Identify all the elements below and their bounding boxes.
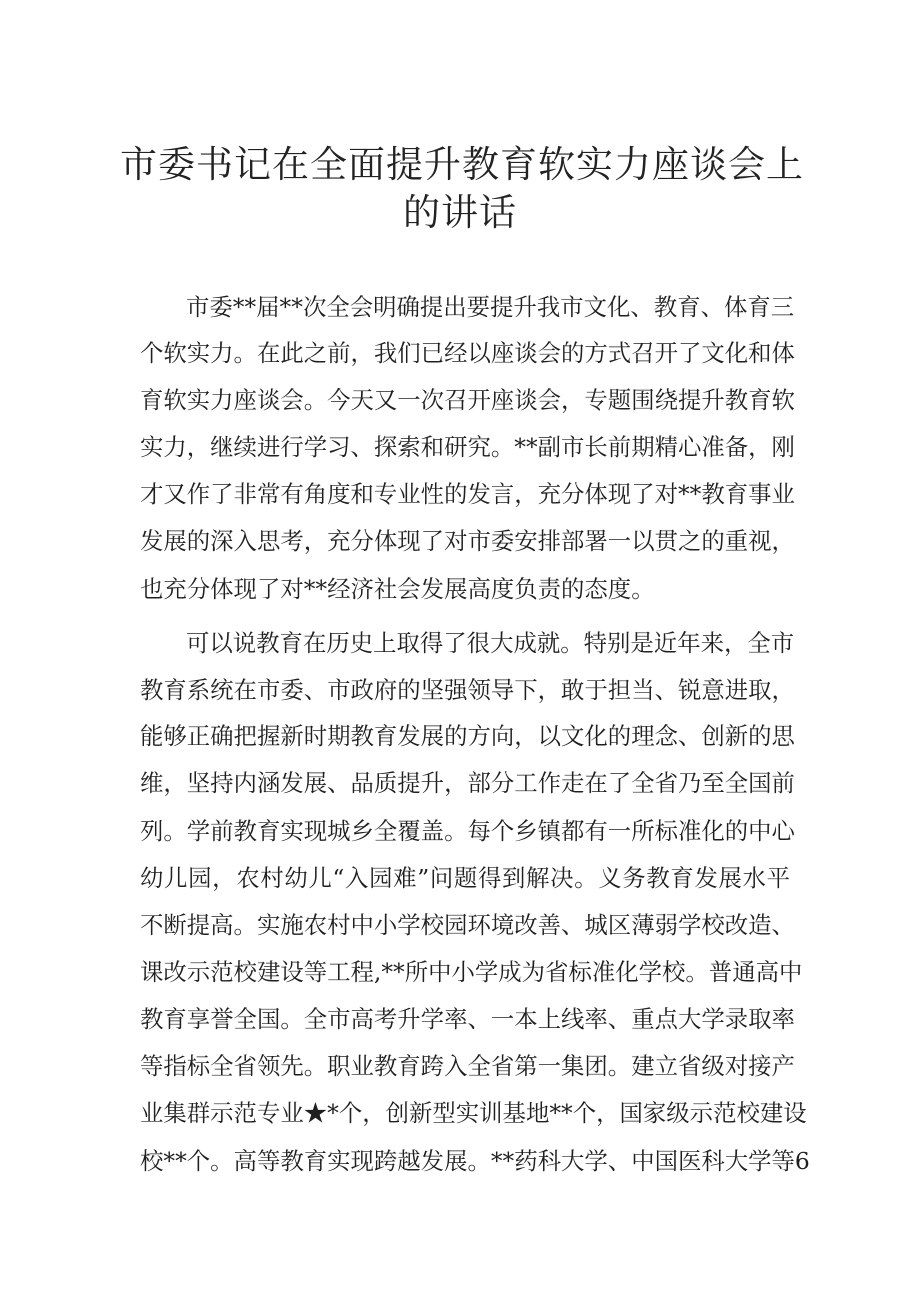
paragraph-1-line-3: 育软实力座谈会。今天又一次召开座谈会，专题围绕提升教育软 [140,386,795,414]
paragraph-1-line-2: 个软实力。在此之前，我们已经以座谈会的方式召开了文化和体 [140,339,795,367]
paragraph-1-line-6: 发展的深入思考，充分体现了对市委安排部署一以贯之的重视， [140,527,795,555]
paragraph-2-line-11: 业集群示范专业★*个，创新型实训基地**个，国家级示范校建设 [140,1099,807,1127]
paragraph-1-line-7: 也充分体现了对**经济社会发展高度负责的态度。 [140,575,655,603]
paragraph-2-line-4: 维，坚持内涵发展、品质提升，部分工作走在了全省乃至全国前 [140,769,795,797]
paragraph-1-line-1: 市委**届**次全会明确提出要提升我市文化、教育、体育三 [186,293,795,321]
paragraph-2-line-5: 列。学前教育实现城乡全覆盖。每个乡镇都有一所标准化的中心 [140,817,795,845]
paragraph-2-line-9: 教育享誉全国。全市高考升学率、一本上线率、重点大学录取率 [140,1005,795,1033]
paragraph-2-line-7: 不断提高。实施农村中小学校园环境改善、城区薄弱学校改造、 [140,911,795,939]
paragraph-2-line-8: 课改示范校建设等工程,**所中小学成为省标准化学校。普通高中 [140,958,803,986]
paragraph-1-line-4: 实力，继续进行学习、探索和研究。**副市长前期精心准备，刚 [140,433,795,461]
document-title-line-1: 市委书记在全面提升教育软实力座谈会上 [120,143,804,186]
paragraph-2-line-12: 校**个。高等教育实现跨越发展。**药科大学、中国医科大学等6 [140,1147,810,1175]
paragraph-2-line-2: 教育系统在市委、市政府的坚强领导下，敢于担当、锐意进取， [140,676,795,704]
paragraph-2-line-1: 可以说教育在历史上取得了很大成就。特别是近年来，全市 [186,629,795,657]
paragraph-1-line-5: 才又作了非常有角度和专业性的发言，充分体现了对**教育事业 [140,480,795,508]
paragraph-2-line-6: 幼儿园，农村幼儿“入园难”问题得到解决。义务教育发展水平 [140,864,790,892]
document-title-line-2: 的讲话 [403,191,517,234]
paragraph-2-line-10: 等指标全省领先。职业教育跨入全省第一集团。建立省级对接产 [140,1052,795,1080]
paragraph-2-line-3: 能够正确把握新时期教育发展的方向，以文化的理念、创新的思 [140,722,795,750]
